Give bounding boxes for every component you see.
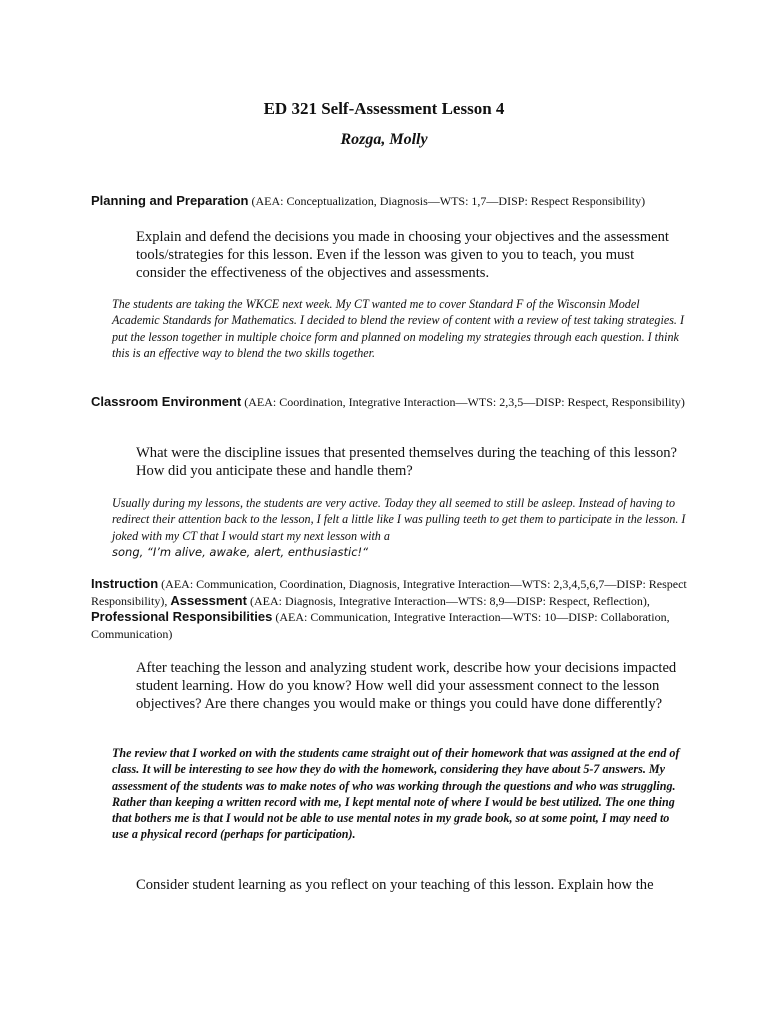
answer-classroom-text: Usually during my lessons, the students are very active. Today they all seemed to still be asleep. Instead of having to redirect their attention back to the lesson, I felt a little like I was pulling teeth to get them to participate in the lesson. I joked with my CT that I would start my next lesson with a xyxy=(112,496,686,543)
prompt-reflection: Consider student learning as you reflect on your teaching of this lesson. Explain how the xyxy=(136,877,654,893)
section-criteria-professional: (AEA: Communication, Integrative Interaction—WTS: 10—DISP: Collaboration, Communication) xyxy=(91,610,670,641)
section-heading-planning xyxy=(91,193,691,210)
prompt-instruction: After teaching the lesson and analyzing student work, describe how your decisions impacted student learning. How do you know? How well did your assessment connect to the lesson objectives? Are there changes you would make or things you could have done differently? xyxy=(136,660,677,712)
section-criteria-classroom: (AEA: Coordination, Integrative Interaction—WTS: 2,3,5—DISP: Respect, Responsibility) xyxy=(241,395,685,409)
section-criteria-instruction: (AEA: Communication, Coordination, Diagnosis, Integrative Interaction—WTS: 2,3,4,5,6,7—DISP: Respect Responsibility), xyxy=(91,577,687,608)
section-criteria-assessment: (AEA: Diagnosis, Integrative Interaction—WTS: 8,9—DISP: Respect, Reflection), xyxy=(246,593,650,608)
answer-classroom-song: song, “I’m alive, awake, alert, enthusiastic!“ xyxy=(112,544,369,559)
prompt-planning: Explain and defend the decisions you made in choosing your objectives and the assessment tools/strategies for this lesson. Even if the lesson was given to you to teach, you must consider the effectiveness of the objectives and assessments. xyxy=(136,229,669,281)
author-name: Rozga, Molly xyxy=(340,131,428,148)
answer-instruction: The review that I worked on with the students came straight out of their homework that was assigned at the end of class. It will be interesting to see how they do with the homework, considering they have about 5-7 answers. My assessment of the students was to make notes of who was working through the questions and who was struggling. Rather than keeping a written record with me, I kept mental note of where I would be best utilized. The one thing that bothers me is that I would not be able to use mental notes in my grade book, so at some point, I may need to use a physical record (perhaps for participation). xyxy=(112,746,680,842)
section-heading-classroom xyxy=(91,394,691,411)
section-label-planning: Planning and Preparation xyxy=(91,193,249,208)
section-label-classroom: Classroom Environment xyxy=(91,394,242,409)
prompt-classroom: What were the discipline issues that presented themselves during the teaching of this lesson? How did you anticipate these and handle them? xyxy=(136,445,678,479)
answer-classroom xyxy=(112,495,687,560)
section-label-professional: Professional Responsibilities xyxy=(91,609,273,624)
section-criteria-planning: (AEA: Conceptualization, Diagnosis—WTS: 1,7—DISP: Respect Responsibility) xyxy=(248,194,646,208)
answer-planning: The students are taking the WKCE next week. My CT wanted me to cover Standard F of the Wisconsin Model Academic Standards for Mathematics. I decided to blend the review of content with a review of test taking strategies. I put the lesson together in multiple choice form and planned on modeling my strategies through each question. I think this is an effective way to blend the two skills together. xyxy=(112,297,684,360)
section-label-instruction: Instruction xyxy=(91,576,159,591)
page-title: ED 321 Self-Assessment Lesson 4 xyxy=(263,99,505,118)
section-heading-instruction xyxy=(91,576,691,642)
section-label-assessment: Assessment xyxy=(170,592,247,608)
